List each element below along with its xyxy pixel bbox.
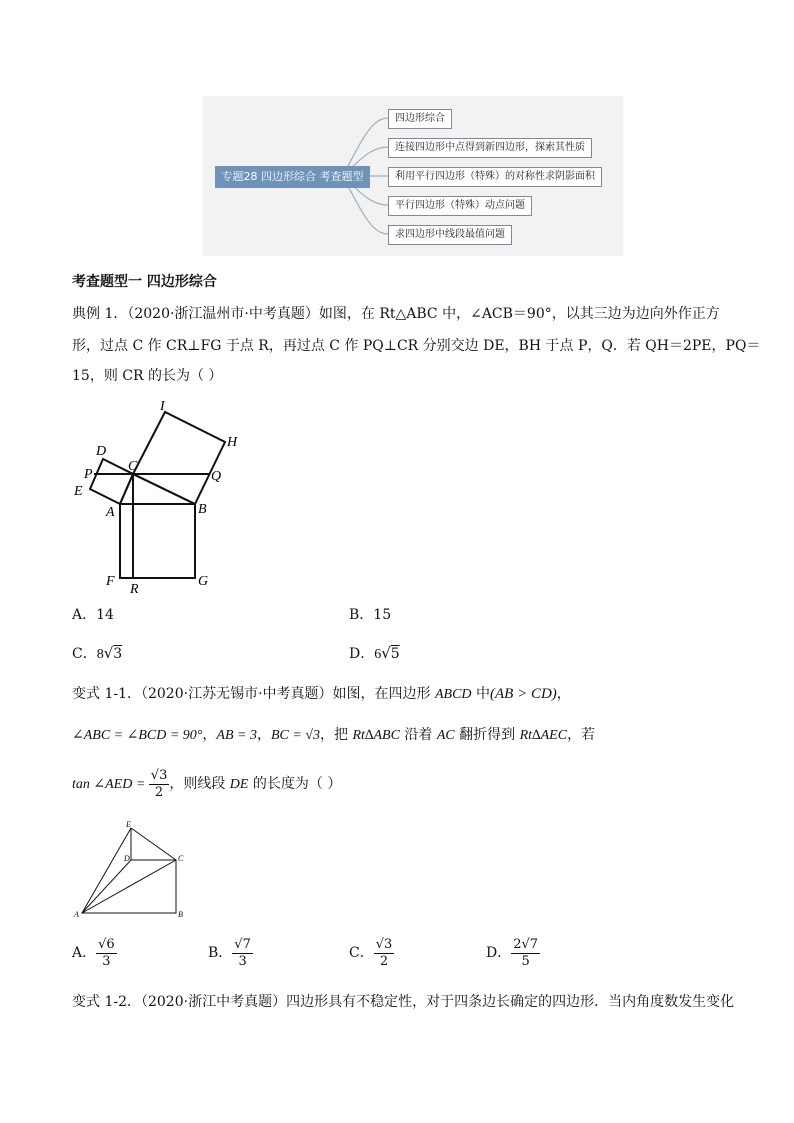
variant11-line2: ∠ABC = ∠BCD = 90°，AB = 3，BC = √3，把 Rt∆ABC 沿着 AC 翻折得到 Rt∆AEC，若 [72, 727, 596, 743]
mindmap-node-2: 连接四边形中点得到新四边形，探索其性质 [388, 138, 592, 158]
example1-option-d: D．6√5 [349, 644, 400, 662]
label-D: D [96, 444, 107, 459]
example1-option-c: C．8√3 [72, 644, 123, 662]
example1-line1: 典例 1．（2020·浙江温州市·中考真题）如图，在 Rt△ABC 中，∠ACB＝90°，以其三边为边向外作正方 [72, 306, 720, 322]
label2-C: C [178, 854, 184, 863]
label-C: C [128, 459, 138, 474]
variant11-line3: tan ∠AED = $\frac{√3}{2}$ ，则线段 DE 的长度为（ ） [72, 767, 342, 800]
label-P: P [84, 467, 93, 482]
label-G: G [198, 574, 209, 589]
mindmap-node-5: 求四边形中线段最值问题 [388, 225, 512, 245]
label-I: I [160, 399, 165, 414]
tan-fraction: $\frac{√3}{2}$ [150, 767, 168, 800]
example1-option-a: A．14 [72, 607, 114, 623]
mindmap-root: 专题28 四边形综合 考查题型 [215, 166, 370, 188]
label-E: E [74, 484, 83, 499]
example1-line2: 形，过点 C 作 CR⊥FG 于点 R，再过点 C 作 PQ⊥CR 分别交边 DE，BH 于点 P，Q．若 QH＝2PE，PQ＝ [72, 338, 761, 354]
mindmap-node-3: 利用平行四边形（特殊）的对称性求阴影面积 [388, 167, 602, 187]
label-A: A [106, 505, 115, 520]
mindmap-node-4: 平行四边形（特殊）动点问题 [388, 196, 532, 216]
label-F: F [106, 574, 115, 589]
example1-line3: 15，则 CR 的长为（ ） [72, 368, 223, 384]
variant11-line1: 变式 1-1．（2020·江苏无锡市·中考真题）如图，在四边形 ABCD 中(AB > CD)， [72, 686, 571, 702]
label2-B: B [178, 910, 183, 919]
figure-folded-quadrilateral [70, 820, 195, 920]
label-B: B [198, 502, 207, 517]
label-R: R [130, 582, 139, 596]
example1-option-b: B．15 [349, 607, 392, 623]
label-Q: Q [211, 469, 222, 484]
mindmap-node-1: 四边形综合 [388, 109, 452, 129]
variant11-option-d: D． $\frac{2√7}{5}$ [486, 936, 539, 969]
label2-D: D [124, 854, 130, 863]
variant11-option-c: C． $\frac{√3}{2}$ [349, 936, 393, 969]
label2-A: A [74, 910, 79, 919]
section-heading: 考查题型一 四边形综合 [72, 274, 217, 290]
label-H: H [227, 435, 238, 450]
variant11-option-a: A． $\frac{√6}{3}$ [72, 936, 115, 969]
label2-E: E [126, 820, 131, 829]
figure-pythagoras-squares [70, 396, 270, 596]
variant11-option-b: B． $\frac{√7}{3}$ [208, 936, 251, 969]
variant12-line1: 变式 1-2．（2020·浙江中考真题）四边形具有不稳定性，对于四条边长确定的四边形．当内角度数发生变化 [72, 994, 735, 1010]
